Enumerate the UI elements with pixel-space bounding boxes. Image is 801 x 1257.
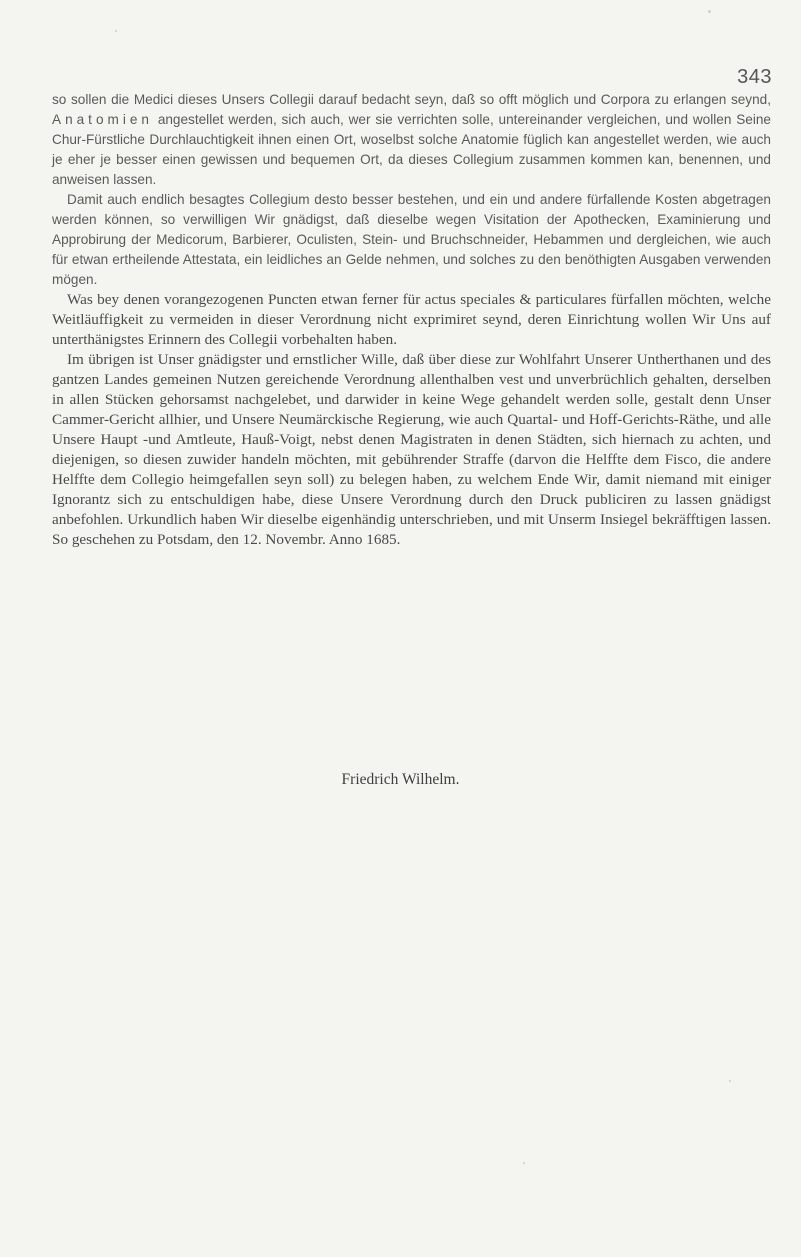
paragraph-special-acts: Was bey denen vorangezogenen Puncten etwan ferner für actus speciales & particulares fürfallen möchten, welche Weitläuffigkeit zu vermeiden in dieser Verordnung nicht exprimiret seynd, deren Einrichtung wollen Wir Uns auf unterthänigstes Erinnern des Collegii vorbehalten haben. <box>52 291 771 348</box>
paragraph-anatomy-start: so sollen die Medici dieses Unsers Collegii darauf bedacht seyn, daß so offt möglich und Corpora zu erlangen seynd, <box>52 92 771 107</box>
paragraph-anatomy-spaced-word: Anatomien <box>52 112 153 127</box>
paragraph-final-decree: Im übrigen ist Unser gnädigster und ernstlicher Wille, daß über diese zur Wohlfahrt Unserer Untherthanen und des gantzen Landes gemeinen Nutzen gereichende Verordnung allenthalben vest und unverbrüchlich gehalten, derselben in allen Stücken gehorsamst nachgelebet, und darwider in keine Wege gehandelt werden solle, gestalt denn Unser Cammer-Gericht allhier, und Unsere Neumärckische Regierung, wie auch Quartal- und Hoff-Gerichts-Räthe, und alle Unsere Haupt -und Amtleute, Hauß-Voigt, nebst denen Magistraten in denen Städten, sich hiernach zu achten, und diejenigen, so diesen zuwider handeln möchten, mit gebührender Straffe (darvon die Helffte dem Fisco, die andere Helffte dem Collegio heimgefallen seyn soll) zu belegen haben, zu welchem Ende Wir, damit niemand mit einiger Ignorantz sich zu entschuldigen habe, diese Unsere Verordnung durch den Druck publiciren zu lassen gnädigst anbefohlen. Urkundlich haben Wir dieselbe eigenhändig unterschrieben, und mit Unserm Insiegel bekräfftigen lassen. So geschehen zu Potsdam, den 12. Novembr. Anno 1685. <box>52 351 771 548</box>
paper-speck <box>708 10 711 13</box>
paper-speck <box>523 1162 525 1164</box>
page-number: 343 <box>737 66 772 88</box>
paper-speck <box>729 1080 731 1082</box>
signature: Friedrich Wilhelm. <box>341 771 460 788</box>
paragraph-costs: Damit auch endlich besagtes Collegium desto besser bestehen, und ein und andere fürfallende Kosten abgetragen werden können, so verwilligen Wir gnädigst, daß dieselbe wegen Visitation der Apothecken, Examinierung und Approbirung der Medicorum, Barbierer, Oculisten, Stein- und Bruchschneider, Hebammen und dergleichen, wie auch für etwan ertheilende Attestata, ein leidliches an Gelde nehmen, und solches zu den benöthigten Ausgaben verwenden mögen. <box>52 192 771 287</box>
body-text <box>52 90 771 550</box>
paper-speck <box>115 30 117 32</box>
paragraph-anatomy-end: angestellet werden, sich auch, wer sie verrichten solle, untereinander vergleichen, und wollen Seine Chur-Fürstliche Durchlauchtigkeit ihnen einen Ort, woselbst solche Anatomie füglich kan angestellet werden, wie auch je eher je besser einen gewissen und bequemen Ort, da dieses Collegium zusammen kommen kan, benennen, und anweisen lassen. <box>52 112 771 187</box>
paragraph-anatomy <box>52 90 771 190</box>
